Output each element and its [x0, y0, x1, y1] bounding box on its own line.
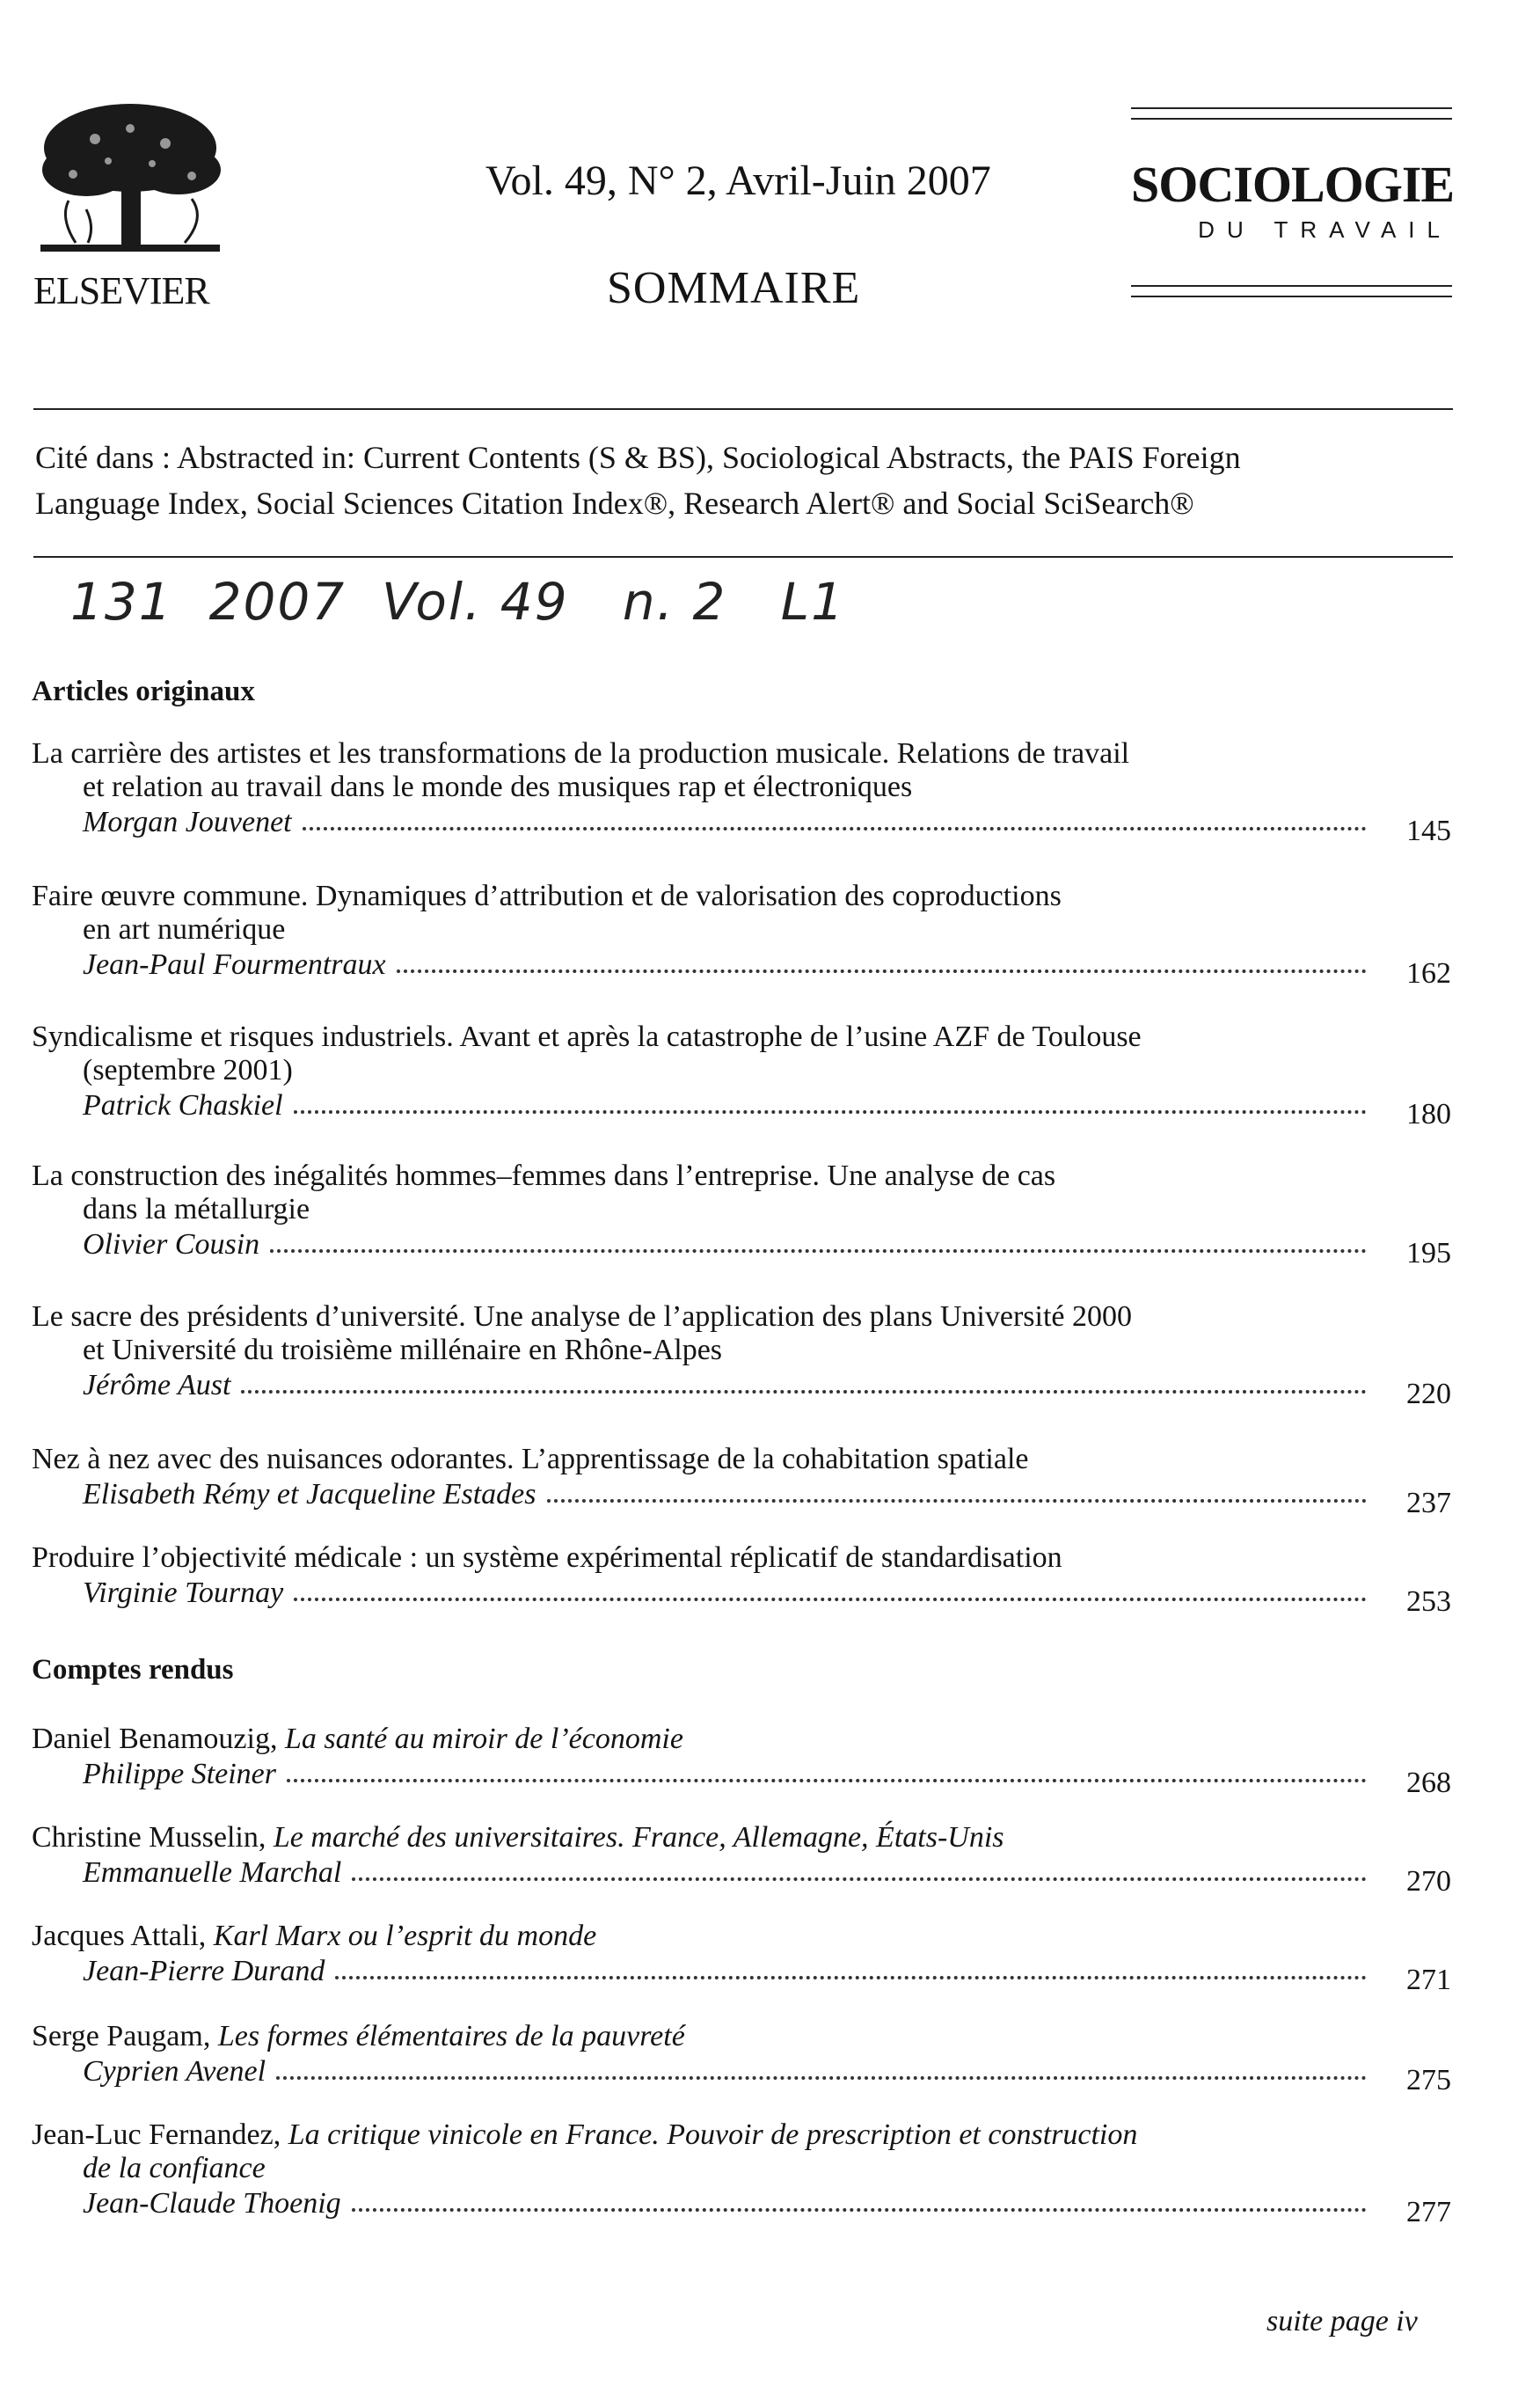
entry-title-line: (septembre 2001): [83, 1054, 293, 1086]
reviewer: Jean-Pierre Durand: [83, 1955, 325, 1987]
section-heading-reviews: Comptes rendus: [32, 1654, 234, 1686]
review-entry[interactable]: [32, 1723, 1451, 1799]
toc-entry[interactable]: [32, 1021, 1451, 1130]
reviewer: Jean-Claude Thoenig: [83, 2187, 341, 2220]
entry-page-number: 162: [1406, 957, 1451, 990]
entry-title-line: Syndicalisme et risques industriels. Avant et après la catastrophe de l’usine AZF de Toulouse: [32, 1021, 1142, 1053]
entry-page-number: 275: [1406, 2064, 1451, 2096]
entry-author: Morgan Jouvenet: [83, 806, 292, 838]
entry-author: Olivier Cousin: [83, 1228, 260, 1261]
reviewer: Philippe Steiner: [83, 1758, 277, 1790]
book-title: Karl Marx ou l’esprit du monde: [213, 1920, 597, 1952]
dot-leader: [303, 827, 1367, 830]
entry-author: Jérôme Aust: [83, 1369, 231, 1401]
indexing-line: Language Index, Social Sciences Citation Index®, Research Alert® and Social SciSearch®: [35, 486, 1194, 521]
page-title: SOMMAIRE: [607, 263, 861, 313]
toc-entry[interactable]: [32, 1160, 1451, 1269]
entry-page-number: 195: [1406, 1237, 1451, 1269]
journal-subtitle: DU TRAVAIL: [1198, 216, 1452, 243]
toc-entry[interactable]: [32, 880, 1451, 990]
entry-title-line: en art numérique: [83, 913, 286, 946]
entry-page-number: 271: [1406, 1964, 1451, 1996]
elsevier-tree-logo: [33, 95, 227, 271]
handwritten-note: 131 2007 Vol. 49 n. 2 L1: [70, 572, 845, 632]
divider: [33, 408, 1453, 410]
book-author: Christine Musselin,: [32, 1821, 266, 1854]
entry-title-line: La construction des inégalités hommes–femmes dans l’entreprise. Une analyse de cas: [32, 1160, 1056, 1192]
reviewer: Emmanuelle Marchal: [83, 1856, 342, 1889]
toc-entry[interactable]: [32, 737, 1451, 847]
book-title: La santé au miroir de l’économie: [284, 1723, 683, 1755]
entry-title-line: dans la métallurgie: [83, 1193, 310, 1225]
toc-entry[interactable]: [32, 1300, 1451, 1410]
entry-page-number: 220: [1406, 1378, 1451, 1410]
publisher-name: ELSEVIER: [33, 269, 209, 312]
entry-page-number: 270: [1406, 1865, 1451, 1898]
entry-author: Virginie Tournay: [83, 1577, 284, 1609]
review-entry[interactable]: [32, 1821, 1451, 1898]
entry-page-number: 277: [1406, 2196, 1451, 2228]
entry-author: Jean-Paul Fourmentraux: [83, 948, 386, 981]
entry-title-line: et relation au travail dans le monde des musiques rap et électroniques: [83, 771, 913, 803]
entry-title-line: Le sacre des présidents d’université. Une analyse de l’application des plans Université 2000: [32, 1300, 1132, 1333]
dot-leader: [352, 2208, 1367, 2212]
dot-leader: [294, 1110, 1367, 1114]
toc-entry[interactable]: [32, 1541, 1451, 1618]
issue-info: Vol. 49, N° 2, Avril-Juin 2007: [485, 157, 991, 204]
review-entry[interactable]: [32, 2020, 1451, 2096]
journal-rule-bottom: [1131, 285, 1452, 297]
book-title: Les formes élémentaires de la pauvreté: [217, 2020, 685, 2052]
entry-page-number: 253: [1406, 1585, 1451, 1618]
dot-leader: [276, 2076, 1367, 2080]
journal-rule-top: [1131, 107, 1452, 120]
dot-leader: [270, 1249, 1367, 1253]
book-title: de la confiance: [83, 2152, 266, 2184]
book-title: Le marché des universitaires. France, Allemagne, États-Unis: [273, 1821, 1004, 1854]
entry-page-number: 180: [1406, 1098, 1451, 1130]
dot-leader: [294, 1598, 1367, 1601]
entry-page-number: 268: [1406, 1767, 1451, 1799]
entry-title-line: La carrière des artistes et les transformations de la production musicale. Relations de travail: [32, 737, 1130, 770]
review-entry[interactable]: [32, 2118, 1451, 2228]
reviewer: Cyprien Avenel: [83, 2055, 266, 2088]
book-author: Daniel Benamouzig,: [32, 1723, 278, 1755]
entry-title-line: et Université du troisième millénaire en Rhône-Alpes: [83, 1334, 723, 1366]
entry-page-number: 237: [1406, 1487, 1451, 1519]
dot-leader: [547, 1499, 1368, 1503]
entry-title-line: Nez à nez avec des nuisances odorantes. L’apprentissage de la cohabitation spatiale: [32, 1443, 1029, 1475]
continued-link[interactable]: suite page iv: [1266, 2305, 1418, 2337]
indexing-notice: [35, 435, 1451, 526]
book-author: Jean-Luc Fernandez,: [32, 2118, 281, 2151]
book-title: La critique vinicole en France. Pouvoir de prescription et construction: [288, 2118, 1138, 2151]
section-heading-articles: Articles originaux: [32, 676, 255, 707]
divider: [33, 556, 1453, 558]
review-entry[interactable]: [32, 1920, 1451, 1996]
indexing-line: Cité dans : Abstracted in: Current Contents (S & BS), Sociological Abstracts, the PAIS Foreign: [35, 440, 1241, 475]
dot-leader: [352, 1877, 1367, 1881]
dot-leader: [397, 969, 1367, 973]
entry-author: Patrick Chaskiel: [83, 1089, 283, 1122]
book-author: Jacques Attali,: [32, 1920, 207, 1952]
dot-leader: [241, 1390, 1367, 1394]
entry-title-line: Faire œuvre commune. Dynamiques d’attribution et de valorisation des coproductions: [32, 880, 1062, 912]
entry-author: Elisabeth Rémy et Jacqueline Estades: [83, 1478, 536, 1511]
dot-leader: [335, 1976, 1367, 1979]
dot-leader: [287, 1779, 1367, 1782]
book-author: Serge Paugam,: [32, 2020, 211, 2052]
entry-page-number: 145: [1406, 815, 1451, 847]
entry-title-line: Produire l’objectivité médicale : un système expérimental réplicatif de standardisation: [32, 1541, 1062, 1574]
journal-name: SOCIOLOGIE: [1131, 156, 1455, 213]
toc-entry[interactable]: [32, 1443, 1451, 1519]
